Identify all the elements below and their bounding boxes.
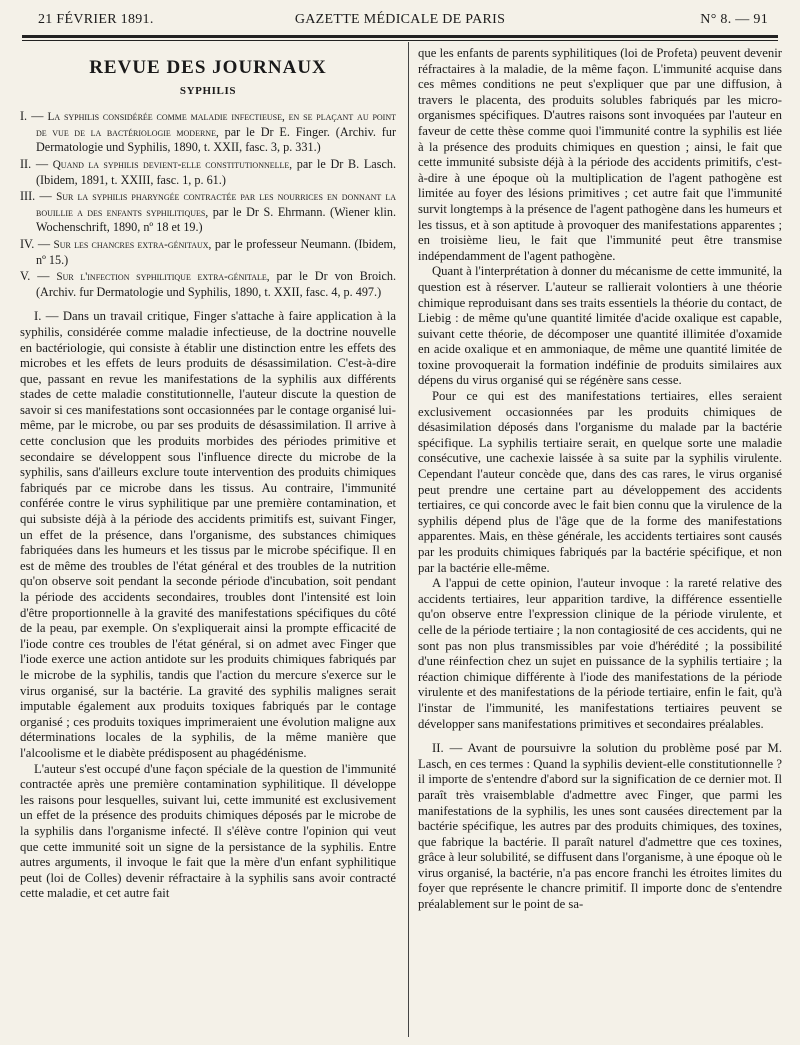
spacer (20, 301, 396, 309)
reference-citation: par le Dr von Broich. (Archiv. fur Dermatologie und Syphilis, 1890, t. XXII, fasc. 4, p. 497.) (36, 269, 397, 299)
reference-title: Sur les chancres extra-génitaux, (53, 238, 212, 251)
issue-page-number: N° 8. — 91 (700, 12, 768, 27)
reference-item (20, 189, 396, 235)
reference-item (20, 269, 396, 299)
running-head (20, 12, 780, 34)
reference-number: II. — (20, 156, 49, 171)
reference-title: Sur la syphilis pharyngée contractée par les nourrices en donnant la bouillie a des enfants syphilitiques, (36, 191, 397, 219)
right-column (418, 46, 782, 913)
left-column (20, 46, 396, 902)
reference-number: V. — (20, 269, 50, 284)
reference-title: La syphilis considérée comme maladie infectieuse, en se plaçant au point de vue de la bactériologie moderne, (36, 111, 396, 139)
reference-title: Quand la syphilis devient-elle constitutionnelle, (52, 158, 293, 171)
body-paragraph: I. — Dans un travail critique, Finger s'attache à faire application à la syphilis, considérée comme maladie infectieuse, de la doctrine nouvelle en bactériologie, qui consiste à établir une distinction entre les effets des microbes et les effets de leurs produits de désassimilation. C'est-à-dire que, passant en revue les manifestations de la syphilis aux différents stades de cette maladie constitutionnelle, l'auteur discute la question de savoir si ces manifestations sont occasionnées par le contage organisé lui-même, par le microbe, ou par ses produits de désassimilation. Il arrive à cette conclusion que les produits morbides des périodes primitive et secondaire se développent sous l'influence directe du microbe de la syphilis, sans d'ailleurs exclure toute intervention des produits chimiques fabriqués par ce microbe dans les tissus. Au contraire, l'immunité conférée contre le virus syphilitique par une première contamination, et qui subsiste déjà à la période des accidents primitifs est, suivant Finger, un effet de la présence, dans l'organisme, des substances chimiques fabriquées dans les humeurs et les tissus par le microbe spécifique. Il en est de même des troubles de l'état général et des troubles de la nutrition qu'on observe soit pendant la seconde période d'incubation, soit pendant la période des accidents secondaires, troubles dont l'intensité est loin d'être proportionnelle à la gravité des manifestations spécifiques du côté de la peau, par exemple. On s'expliquerait ainsi la prompte efficacité de l'iode contre ces troubles de l'état général, si on admet avec Finger que l'iode exerce une action antidote sur les produits chimiques fabriqués par le microbe de la syphilis, tandis que l'action du mercure s'exerce sur le virus organisé, sur la bactérie. La gravité des syphilis malignes serait imputable également aux produits toxiques fabriqués par le contage organisé ; ces produits toxiques imprimeraient une évolution maligne aux déterminations locales de la syphilis, de la même manière que l'alcoolisme et le diabète prédisposent au phagédénisme. (20, 309, 396, 760)
column-divider (408, 42, 409, 1037)
reference-title: Sur l'infection syphilitique extra-génitale, (56, 271, 270, 284)
reference-item (20, 157, 396, 187)
header-rule-thin (22, 40, 778, 41)
body-paragraph: A l'appui de cette opinion, l'auteur invoque : la rareté relative des accidents tertiaires, leur apparition tardive, la différence essentielle qu'on observe entre l'expression clinique de la période virulente, et celle de la période tertiaire ; la non contagiosité de ces accidents, qui ne sont pas non plus transmissibles par voie d'hérédité ; la possibilité d'une réinfection chez un sujet en puissance de la syphilis tertiaire ; la réaction chimique différente à l'iode des manifestations de la période virulente et des manifestations de la période tertiaire, enfin le fait, qu'à l'instar de l'immunité, les manifestations tertiaires peuvent se développer sans manifestations primitives et secondaires préalables. (418, 576, 782, 731)
body-paragraph: II. — Avant de poursuivre la solution du problème posé par M. Lasch, en ces termes : Quand la syphilis devient-elle constitutionnelle ? il importe de s'entendre d'abord sur la signification de ce dernier mot. Il paraît très vraisemblable d'admettre avec Finger, que parmi les manifestations de la syphilis, les unes sont causées directement par la bactérie spécifique, les autres par des produits chimiques, des toxines, que fabrique la bactérie. Il paraît naturel d'admettre que ces toxines, grâce à leur solubilité, se diffusent dans l'organisme, à une époque où le virus organisé, la bactérie, n'a pas encore franchi les étroites limites du foyer que représente le chancre primitif. Il importe donc de s'entendre préalablement sur le point de sa- (418, 741, 783, 912)
reference-citation: par le Dr S. Ehrmann. (Wiener klin. Wochenschrift, 1890, nº 18 et 19.) (36, 204, 397, 235)
header-rule-thick (22, 35, 778, 38)
body-paragraph: que les enfants de parents syphilitiques (loi de Profeta) peuvent devenir réfractaires à la maladie, de la même façon. L'immunité acquise dans ces mêmes conditions ne peut s'expliquer que par une diffusion, à travers le placenta, des produits solubles fabriqués par les micro-organismes spécifiques. D'autres raisons sont invoquées par l'auteur en faveur de cette thèse comme quoi l'immunité contre la syphilis est liée à la présence des produits chimiques en question ; ainsi, le fait que cette immunité subsiste déjà à la période des accidents primitifs, c'est-à-dire à une époque où la multiplication de l'agent pathogène est limitée au foyer des lésions primitives ; cet autre fait que l'immunité survit longtemps à la présence de l'agent pathogène dans les humeurs et les tissus, et à son aptitude à provoquer des manifestations apparentes ; en troisième lieu, le fait que l'immunité peut être transmise indépendamment de l'agent pathogène. (418, 46, 782, 263)
reference-item (20, 237, 396, 267)
body-paragraph: L'auteur s'est occupé d'une façon spéciale de la question de l'immunité contractée après une première contamination syphilitique. Il développe les raisons pour lesquelles, suivant lui, cette immunité est exclusivement un effet de la présence des produits chimiques déposés par le microbe de la syphilis dans l'organisme infecté. Il s'élève contre l'opinion qui veut que cette immunité soit un signe de la persistance de la syphilis. Entre autres arguments, il invoque le fait que la mère d'un enfant syphilitique peut (loi de Colles) devenir réfractaire à la syphilis sans avoir contracté cette maladie, et cet autre fait (20, 761, 396, 901)
reference-number: III. — (20, 189, 52, 204)
reference-number: I. — (20, 109, 44, 124)
section-subtitle: SYPHILIS (179, 84, 237, 97)
body-paragraph: Pour ce qui est des manifestations tertiaires, elles seraient exclusivement occasionnées par les produits chimiques de désasimilation déposés dans l'organisme du malade par la bactérie spécifique. La syphilis tertiaire serait, en quelque sorte une maladie consécutive, une cachexie laissée à sa suite par la syphilis virulente. Cependant l'auteur concède que, dans des cas rares, le virus organisé peut prendre une certaine part au développement des accidents tertiaires, ce qui concorde avec le fait bien connu que la virulence de la syphilis dépend plus de l'âge que de la forme des manifestations apparentes. Mais, en thèse générale, les accidents tertiaires sont causés par les produits chimiques fabriqués par la bactérie spécifique, et non par la bactérie elle-même. (418, 389, 782, 575)
journal-title: GAZETTE MÉDICALE DE PARIS (294, 12, 506, 27)
spacer (418, 732, 782, 741)
body-paragraph: Quant à l'interprétation à donner du mécanisme de cette immunité, la question est à réserver. L'auteur se rallierait volontiers à une théorie chimique reproduisant dans ses traits essentiels la théorie du contact, de Liebig : de même qu'une quantité limitée d'acide oxalique est capable, suivant cette théorie, de décomposer une quantité illimitée d'oxamide en acide oxalique et en ammoniaque, de même une quantité limitée de toxine provoquerait la formation indéfinie de produits similaires aux dépens du virus organisé qui se régénère sans cesse. (418, 264, 783, 388)
reference-citation: par le Dr E. Finger. (Archiv. fur Dermatologie und Syphilis, 1890, t. XXII, fasc. 3, p. 331.) (36, 124, 397, 155)
reference-citation: par le Dr B. Lasch. (Ibidem, 1891, t. XXIII, fasc. 1, p. 61.) (36, 156, 397, 187)
reference-number: IV. — (20, 236, 51, 251)
reference-citation: par le professeur Neumann. (Ibidem, nº 15.) (36, 236, 397, 267)
reference-item (20, 109, 396, 155)
section-title: REVUE DES JOURNAUX (89, 57, 327, 78)
issue-date: 21 FÉVRIER 1891. (38, 12, 154, 27)
